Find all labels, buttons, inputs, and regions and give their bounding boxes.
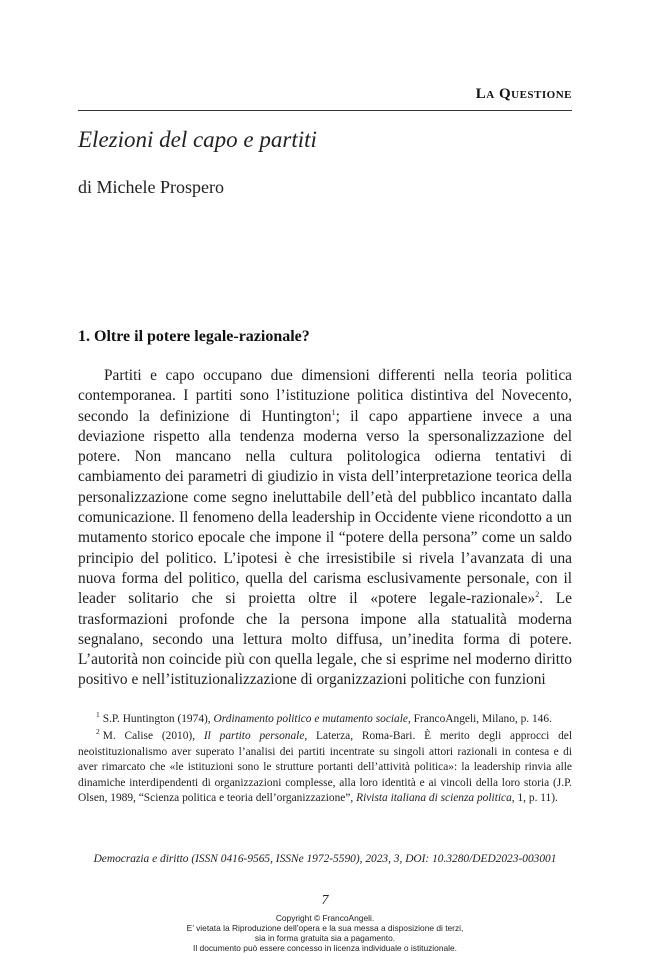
footnote-book-title: Ordinamento politico e mutamento sociale [213, 713, 408, 725]
page-number: 7 [321, 893, 329, 908]
body-text-part: ; il capo appartiene invece a una deviazione rispetto alla tendenza moderna verso la spersonalizzazione del potere. Non mancano nella cultura politologica odierna tentativi di cambiamento dei parametri di giudizio in vista dell’interpretazione teorica della personalizzazione come segno ineluttabile dell’età del pubblico incantato dalla comunicazione. Il fenomeno della leadership in Occidente viene ricondotto a un mutamento storico epocale che impone il “potere della persona” come un saldo principio del politico. L’ipotesi è che irresistibile si rivela l’avanzata di una nuova forma del politico, quella del carisma esclusivamente personale, con il leader solitario che si proietta oltre il «potere legale-razionale» [78, 407, 572, 608]
footnote-journal-title: Rivista italiana di scienza politica [356, 792, 512, 805]
footnote-mark: 1 [96, 710, 100, 719]
copyright-line: sia in forma gratuita sia a pagamento. [254, 933, 396, 943]
body-paragraph [78, 366, 572, 691]
header-rule [78, 110, 572, 111]
footnote-text: , 1, p. 11). [511, 792, 558, 805]
footnote-mark: 2 [96, 727, 100, 737]
footnote-reference[interactable]: 1 [331, 407, 336, 417]
body-text [78, 366, 572, 691]
copyright-notice [0, 913, 650, 953]
body-text-part: . Le trasformazioni profonde che la persona impone alla statualità moderna segnalano, secondo una lettura molto diffusa, un’inedita forma di potere. L’autorità non coincide più con quella legale, che si esprime nel moderno diritto positivo e nell’istituzionalizzazione di organizzazioni politiche con funzioni [78, 590, 572, 689]
footnote-book-title: Il partito personale [203, 730, 305, 743]
section-label: La Questione [475, 86, 572, 102]
article-title: Elezioni del capo e partiti [78, 127, 317, 152]
footnote-1 [78, 712, 572, 727]
copyright-line: Copyright © FrancoAngeli. [275, 913, 375, 923]
copyright-line: Il documento può essere concesso in licenza individuale o istituzionale. [193, 943, 457, 953]
footnote-2 [78, 729, 572, 806]
journal-citation: Democrazia e diritto (ISSN 0416-9565, ISSNe 1972-5590), 2023, 3, DOI: 10.3280/DED2023-003001 [93, 853, 557, 865]
footnote-text: , Laterza, Roma-Bari. È merito degli approcci del neoistituzionalismo aver superato l’analisi dei partiti incentrate su singoli attori razionali in contesa e di aver rimarcato che «le istituzioni sono le strutture portanti dell’attività politica»: la leadership rinvia alle dinamiche interdipendenti di organizzazioni complesse, alla loro identità e ai vincoli della loro storia (J.P. Olsen, 1989, “Scienza politica e teoria dell’organizzazione”, [78, 730, 572, 805]
section-heading: 1. Oltre il potere legale-razionale? [78, 328, 310, 345]
footnote-text: S.P. Huntington (1974), [102, 713, 214, 725]
article-author: di Michele Prospero [78, 177, 224, 197]
footnote-text: M. Calise (2010), [102, 730, 204, 743]
footnotes [78, 712, 572, 808]
body-text-part: Partiti e capo occupano due dimensioni differenti nella teoria politica contemporanea. I partiti sono l’istituzione politica distintiva del Novecento, secondo la definizione di Huntington [78, 367, 572, 425]
copyright-line: E’ vietata la Riproduzione dell’opera e la sua messa a disposizione di terzi, [186, 923, 464, 933]
footnote-text: , FrancoAngeli, Milano, p. 146. [407, 713, 552, 725]
footnote-reference[interactable]: 2 [535, 590, 540, 600]
